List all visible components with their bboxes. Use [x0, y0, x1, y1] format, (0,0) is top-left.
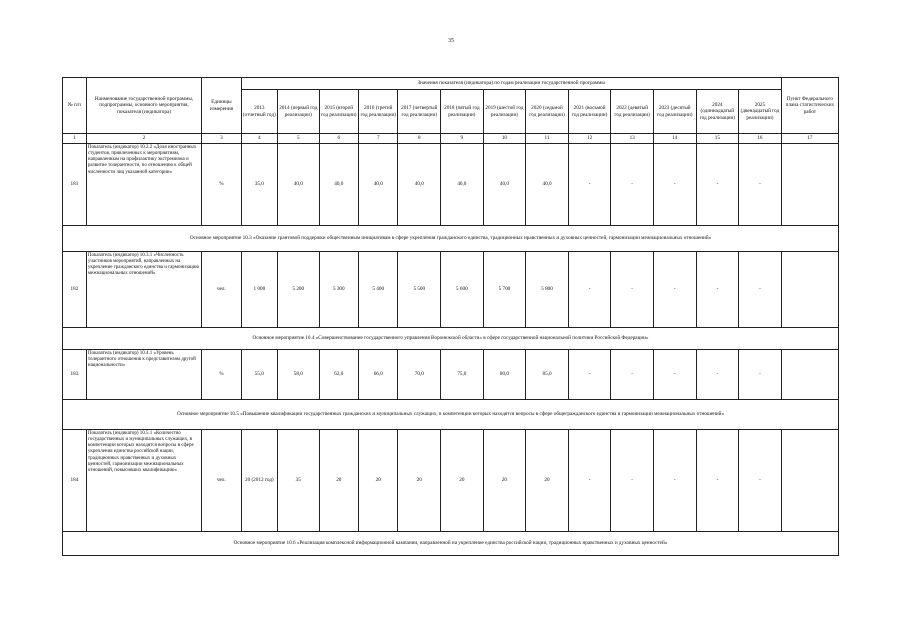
value-cell: - — [696, 251, 739, 327]
value-cell: 40,0 — [398, 143, 441, 225]
value-cell: - — [568, 251, 611, 327]
value-cell: 40,0 — [441, 143, 484, 225]
value-cell: 20 (2012 год) — [241, 429, 277, 531]
value-cell: - — [739, 251, 782, 327]
section-title: Основное мероприятие 10.4 «Совершенствование государственного управления Воронежской области» в сфере государственной национальной политики Российской Федерации» — [63, 327, 839, 349]
header-year: 2023 (десятый год реализации) — [653, 90, 696, 134]
unit: % — [202, 349, 241, 399]
header-year: 2025 (двенадцатый год реализации) — [739, 90, 782, 134]
table-row — [63, 251, 839, 327]
column-number: 2 — [86, 134, 201, 144]
value-cell: 85,0 — [526, 349, 569, 399]
column-number: 4 — [241, 134, 277, 144]
value-cell: 40,0 — [278, 143, 320, 225]
value-cell: 20 — [359, 429, 398, 531]
header-year: 2021 (восьмой год реализации) — [568, 90, 611, 134]
value-cell: 75,0 — [441, 349, 484, 399]
value-cell: - — [611, 429, 654, 531]
column-number: 5 — [278, 134, 320, 144]
section-title: Основное мероприятие 10.3 «Оказание грантовой поддержки общественным инициативам в сфере укрепления гражданского единства, традиционных нравственных и духовных ценностей, гармонизации межнациональных отношений» — [63, 225, 839, 251]
value-cell: - — [696, 349, 739, 399]
header-name: Наименование государственной программы, подпрограммы, основного мероприятия, показателя (индикатора) — [86, 78, 201, 134]
row-number: 181 — [63, 143, 87, 225]
column-number: 6 — [319, 134, 358, 144]
row-number: 184 — [63, 429, 87, 531]
column-number: 15 — [696, 134, 739, 144]
indicator-name: Показатель (индикатор) 10.5.1 «Количество государственных и муниципальных служащих, в компетенции которых находятся вопросы в сфере укрепления единства российской нации, традиционных нравственных и духовных ценностей, гармонизации межнациональных отношений, повысивших квалификацию» — [86, 429, 201, 531]
column-number: 8 — [398, 134, 441, 144]
row-number: 182 — [63, 251, 87, 327]
table-row — [63, 349, 839, 399]
header-year: 2024 (одиннадцатый год реализации) — [696, 90, 739, 134]
value-cell: - — [739, 429, 782, 531]
value-cell: 5 700 — [483, 251, 526, 327]
section-row — [63, 225, 839, 251]
value-cell: - — [653, 251, 696, 327]
column-number: 16 — [739, 134, 782, 144]
value-cell: - — [653, 429, 696, 531]
value-cell: 20 — [319, 429, 358, 531]
section-title: Основное мероприятие 10.6 «Реализация комплексной информационной кампании, направленной на укрепление единства российской нации, традиционных нравственных и духовных ценностей» — [63, 531, 839, 555]
value-cell: - — [568, 349, 611, 399]
header-values-title: Значения показателя (индикатора) по годам реализации государственной программы — [241, 78, 781, 90]
value-cell: 58,0 — [278, 349, 320, 399]
page-number: 35 — [448, 38, 454, 44]
header-year: 2015 (второй год реализации) — [319, 90, 358, 134]
header-federal: Пункт Федерального плана статистических работ — [781, 78, 838, 134]
column-number: 7 — [359, 134, 398, 144]
value-cell: - — [611, 143, 654, 225]
table-row — [63, 429, 839, 531]
value-cell: - — [653, 349, 696, 399]
section-row — [63, 531, 839, 555]
unit: чел. — [202, 429, 241, 531]
section-row — [63, 399, 839, 429]
value-cell: 62,0 — [319, 349, 358, 399]
column-number: 10 — [483, 134, 526, 144]
header-year: 2018 (пятый год реализации) — [441, 90, 484, 134]
value-cell: 5 500 — [398, 251, 441, 327]
column-number: 12 — [568, 134, 611, 144]
header-year: 2019 (шестой год реализации) — [483, 90, 526, 134]
value-cell: 40,0 — [526, 143, 569, 225]
indicator-name: Показатель (индикатор) 10.2.2 «Доля иностранных студентов, привлеченных к мероприятиям, направленным на профилактику экстремизма и развитие толерантности, по отношению к общей численности лиц указанной категории» — [86, 143, 201, 225]
indicator-name: Показатель (индикатор) 10.4.1 «Уровень толерантного отношения к представителям другой национальности» — [86, 349, 201, 399]
column-number: 9 — [441, 134, 484, 144]
value-cell: 40,0 — [483, 143, 526, 225]
value-cell: 1 000 — [241, 251, 277, 327]
value-cell: - — [696, 143, 739, 225]
unit: чел. — [202, 251, 241, 327]
value-cell: 5 600 — [441, 251, 484, 327]
header-num: № п/п — [63, 78, 87, 134]
column-number: 3 — [202, 134, 241, 144]
value-cell: 55,0 — [241, 349, 277, 399]
value-cell: - — [568, 143, 611, 225]
header-year: 2013 (отчетный год) — [241, 90, 277, 134]
value-cell: 5 800 — [526, 251, 569, 327]
value-cell: - — [568, 429, 611, 531]
header-year: 2014 (первый год реализации) — [278, 90, 320, 134]
federal-plan-cell — [781, 143, 838, 225]
section-row — [63, 327, 839, 349]
value-cell: 5 200 — [278, 251, 320, 327]
value-cell: - — [611, 349, 654, 399]
value-cell: - — [739, 143, 782, 225]
federal-plan-cell — [781, 429, 838, 531]
column-number: 14 — [653, 134, 696, 144]
value-cell: 20 — [526, 429, 569, 531]
value-cell: 20 — [441, 429, 484, 531]
header-year: 2017 (четвертый год реализации) — [398, 90, 441, 134]
header-unit: Единицы измерения — [202, 78, 241, 134]
value-cell: - — [739, 349, 782, 399]
column-number: 13 — [611, 134, 654, 144]
value-cell: 20 — [483, 429, 526, 531]
federal-plan-cell — [781, 349, 838, 399]
header-year: 2016 (третий год реализации) — [359, 90, 398, 134]
column-number: 1 — [63, 134, 87, 144]
value-cell: - — [696, 429, 739, 531]
header-year: 2022 (девятый год реализации) — [611, 90, 654, 134]
value-cell: 5 300 — [319, 251, 358, 327]
value-cell: 40,0 — [359, 143, 398, 225]
value-cell: 35,0 — [241, 143, 277, 225]
value-cell: 80,0 — [483, 349, 526, 399]
value-cell: - — [611, 251, 654, 327]
section-title: Основное мероприятие 10.5 «Повышение квалификации государственных гражданских и муниципальных служащих, в компетенции которых находятся вопросы в сфере общегражданского единства и гармонизации межнациональных отношений» — [63, 399, 839, 429]
indicator-name: Показатель (индикатор) 10.3.1 «Численность участников мероприятий, направленных на укрепление гражданского единства и гармонизацию межнациональных отношений» — [86, 251, 201, 327]
value-cell: 66,0 — [359, 349, 398, 399]
row-number: 183 — [63, 349, 87, 399]
header-year: 2020 (седьмой год реализации) — [526, 90, 569, 134]
value-cell: 70,0 — [398, 349, 441, 399]
value-cell: 5 400 — [359, 251, 398, 327]
value-cell: - — [653, 143, 696, 225]
federal-plan-cell — [781, 251, 838, 327]
indicator-table — [62, 77, 839, 556]
column-number: 11 — [526, 134, 569, 144]
column-number: 17 — [781, 134, 838, 144]
table-row — [63, 143, 839, 225]
value-cell: 20 — [398, 429, 441, 531]
unit: % — [202, 143, 241, 225]
value-cell: 35 — [278, 429, 320, 531]
value-cell: 40,0 — [319, 143, 358, 225]
